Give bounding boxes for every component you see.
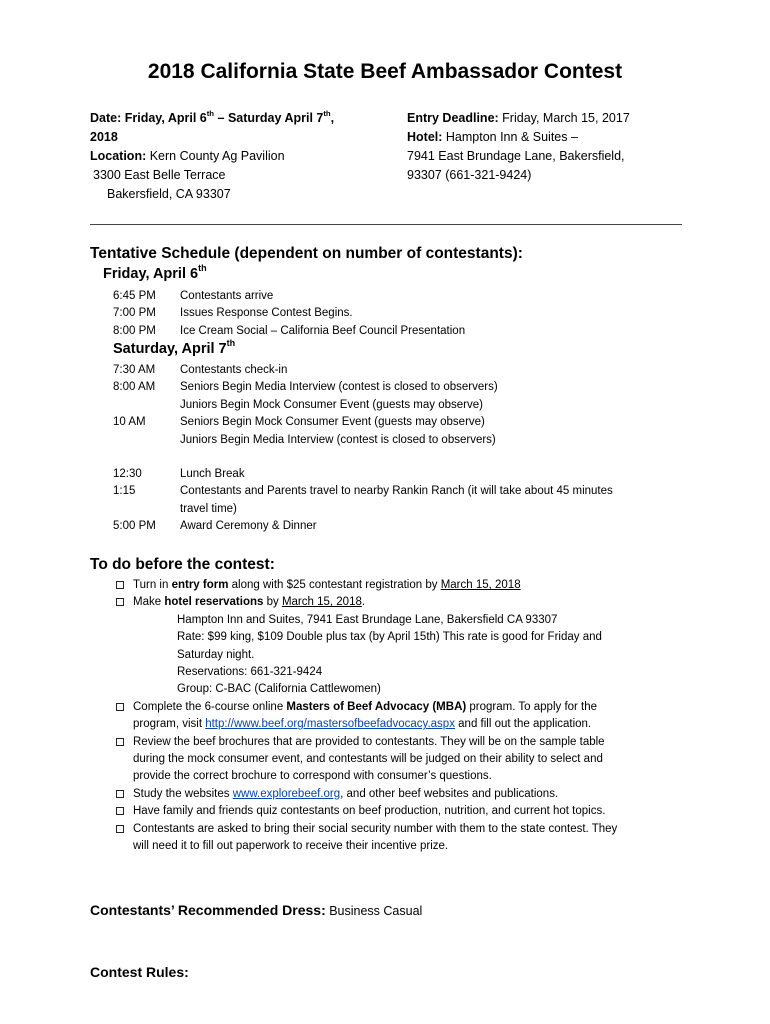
- schedule-row: 7:30 AM Contestants check-in: [113, 364, 288, 376]
- schedule-row: 12:30 Lunch Break: [113, 468, 245, 480]
- schedule-row: 8:00 AM Seniors Begin Media Interview (contest is closed to observers): [113, 381, 498, 394]
- friday-schedule: [113, 288, 713, 340]
- entry-info: [407, 109, 697, 185]
- todo-item-hotel: Make hotel reservations by March 15, 2018.: [113, 594, 693, 611]
- event-year: 2018: [90, 130, 118, 144]
- schedule-row: travel time): [180, 502, 237, 515]
- page-title: 2018 California State Beef Ambassador Contest: [147, 60, 623, 83]
- event-info: [90, 109, 380, 204]
- hotel-details: Hampton Inn and Suites, 7941 East Brundage Lane, Bakersfield CA 93307 Rate: $99 king, $109 Double plus tax (by April 15th) This rate is good for Friday and Saturday night. Reservations: 661-321-9424 Group: C-BAC (California Cattlewomen): [177, 613, 602, 696]
- todo-heading: To do before the contest:: [90, 556, 275, 573]
- hotel-info: Hotel: Hampton Inn & Suites –: [407, 130, 578, 144]
- schedule-row: 7:00 PM Issues Response Contest Begins.: [113, 307, 353, 320]
- todo-item-brochures: Review the beef brochures that are provided to contestants. They will be on the sample table during the mock consumer event, and contestants will be judged on their ability to select and provide the correct brochure to correspond with consumer’s questions.: [113, 734, 693, 786]
- checkbox-icon[interactable]: [116, 598, 124, 606]
- checkbox-icon[interactable]: [116, 581, 124, 589]
- todo-list: [113, 577, 693, 856]
- schedule-row: 10 AM Seniors Begin Mock Consumer Event (guests may observe): [113, 416, 485, 429]
- checkbox-icon[interactable]: [116, 825, 124, 833]
- explorebeef-link[interactable]: www.explorebeef.org: [232, 787, 341, 800]
- hotel-address-line2: 93307 (661-321-9424): [407, 168, 532, 182]
- todo-item-entry-form: Turn in entry form along with $25 contestant registration by March 15, 2018: [113, 577, 693, 594]
- friday-heading: Friday, April 6th: [103, 262, 207, 282]
- checkbox-icon[interactable]: [116, 703, 124, 711]
- checkbox-icon[interactable]: [116, 790, 124, 798]
- location-address-line2: Bakersfield, CA 93307: [107, 187, 231, 201]
- event-location: Location: Kern County Ag Pavilion: [90, 149, 285, 163]
- checkbox-icon[interactable]: [116, 738, 124, 746]
- divider: [90, 224, 682, 225]
- schedule-row: 6:45 PM Contestants arrive: [113, 290, 274, 302]
- saturday-heading: Saturday, April 7th: [113, 337, 236, 357]
- dress-code: Contestants’ Recommended Dress: Business Casual: [90, 902, 423, 918]
- schedule-heading: Tentative Schedule (dependent on number of contestants):: [90, 245, 523, 262]
- mba-link[interactable]: http://www.beef.org/mastersofbeefadvocacy.aspx: [205, 718, 455, 731]
- schedule-row: 5:00 PM Award Ceremony & Dinner: [113, 520, 317, 533]
- todo-item-quiz: Have family and friends quiz contestants on beef production, nutrition, and current hot topics.: [113, 803, 693, 820]
- event-date: Date: Friday, April 6th – Saturday April 7th,: [90, 108, 335, 125]
- saturday-schedule-afternoon: [113, 466, 713, 536]
- contest-rules-heading: Contest Rules:: [90, 964, 189, 980]
- todo-item-ssn: Contestants are asked to bring their social security number with them to the state contest. They will need it to fill out paperwork to receive their incentive prize.: [113, 821, 693, 856]
- hotel-address-line1: 7941 East Brundage Lane, Bakersfield,: [407, 149, 625, 163]
- schedule-row: Juniors Begin Mock Consumer Event (guests may observe): [180, 398, 483, 411]
- schedule-row: Juniors Begin Media Interview (contest is closed to observers): [180, 433, 496, 446]
- todo-item-mba: Complete the 6-course online Masters of Beef Advocacy (MBA) program. To apply for the program, visit http://www.beef.org/mastersofbeefadvocacy.aspx and fill out the application.: [113, 699, 693, 734]
- schedule-row: 1:15 Contestants and Parents travel to nearby Rankin Ranch (it will take about 45 minutes: [113, 485, 613, 498]
- saturday-schedule-morning: [113, 362, 713, 449]
- location-address-line1: 3300 East Belle Terrace: [93, 168, 226, 182]
- todo-item-websites: Study the websites www.explorebeef.org, and other beef websites and publications.: [113, 786, 693, 803]
- checkbox-icon[interactable]: [116, 807, 124, 815]
- schedule-row: 8:00 PM Ice Cream Social – California Beef Council Presentation: [113, 324, 466, 337]
- entry-deadline: Entry Deadline: Friday, March 15, 2017: [407, 111, 630, 125]
